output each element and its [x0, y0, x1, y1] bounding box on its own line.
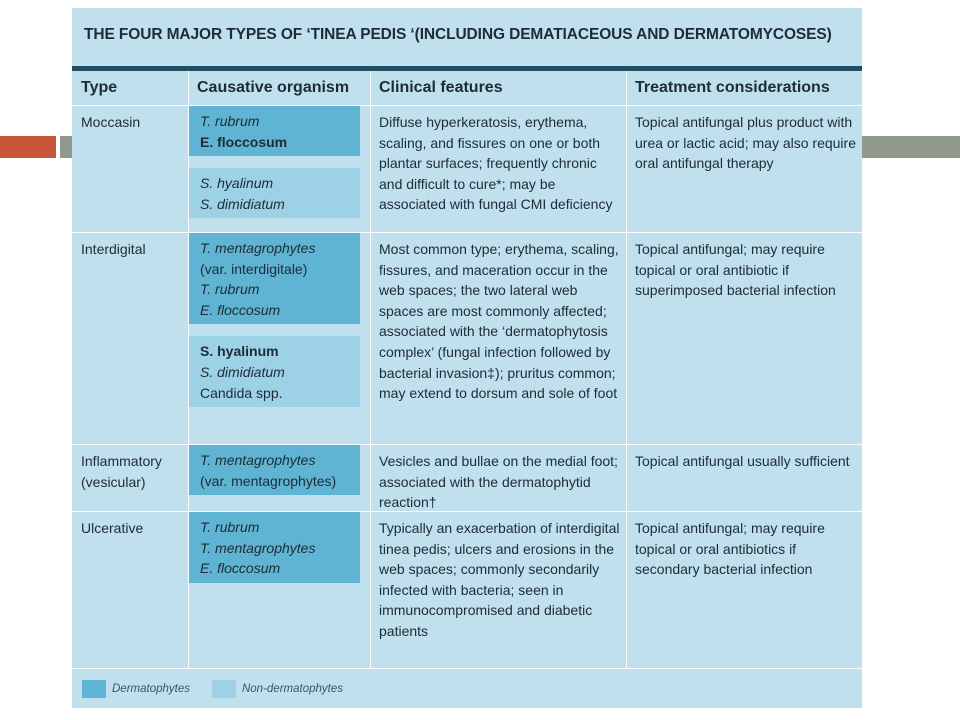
organism-name: (var. mentagrophytes) [200, 472, 337, 489]
organism-cell [188, 106, 360, 218]
legend [72, 668, 862, 709]
treatment-cell: Topical antifungal; may require topical or oral antibiotics if secondary bacterial infection [635, 520, 825, 578]
dermatophyte-organisms [188, 512, 360, 583]
type-label: (vesicular) [81, 473, 146, 490]
type-cell [72, 106, 188, 133]
header-organism: Causative organism [197, 79, 350, 96]
type-label: Interdigital [81, 241, 146, 257]
treatment-cell: Topical antifungal usually sufficient [635, 453, 850, 469]
header-treatment: Treatment considerations [635, 79, 830, 96]
title-accent-gray-right [862, 136, 960, 158]
data-table [72, 71, 862, 669]
dermatophyte-organisms [188, 233, 360, 324]
organism-name: T. rubrum [200, 113, 260, 129]
organism-name: (var. interdigitale) [200, 260, 308, 277]
organism-name: T. mentagrophytes [200, 539, 316, 556]
organism-name: Candida spp. [200, 384, 283, 401]
organism-name: S. dimidiatum [200, 195, 285, 212]
non-dermatophyte-organisms [188, 168, 360, 218]
header-clinical: Clinical features [379, 79, 503, 96]
clinical-features-cell: Diffuse hyperkeratosis, erythema, scaling, and fissures on one or both plantar surfaces; frequently chronic and difficult to cure*; may be associated with fungal CMI deficiency [379, 114, 613, 213]
type-cell [72, 512, 188, 539]
table-title: THE FOUR MAJOR TYPES OF ‘TINEA PEDIS ‘(INCLUDING DEMATIACEOUS AND DERMATOMYCOSES) [84, 26, 832, 43]
column-divider [626, 71, 627, 669]
type-cell [72, 445, 188, 492]
dermatophyte-organisms [188, 106, 360, 156]
organism-name: E. floccosum [200, 133, 288, 150]
legend-swatch-dermatophytes [82, 680, 106, 698]
title-accent-gray-left [60, 136, 72, 158]
organism-cell [188, 445, 360, 495]
type-label: Ulcerative [81, 520, 144, 536]
clinical-features-cell: Vesicles and bullae on the medial foot; associated with the dermatophytid reaction† [379, 453, 618, 511]
organism-name: T. mentagrophytes [200, 240, 316, 256]
organism-name: E. floccosum [200, 301, 281, 318]
organism-name: S. hyalinum [200, 175, 274, 192]
type-label: Moccasin [81, 114, 141, 130]
header-row [72, 71, 862, 106]
table-row [72, 233, 862, 445]
column-divider [370, 71, 371, 669]
treatment-cell: Topical antifungal plus product with urea or lactic acid; may also require oral antifungal therapy [635, 114, 856, 172]
clinical-features-cell: Most common type; erythema, scaling, fissures, and maceration occur in the web spaces; the two lateral web spaces are most commonly affected; associated with the ‘dermatophytosis complex’ (fungal infection followed by bacterial invasion‡); pruritus common; may extend to dorsum and sole of foot [379, 241, 619, 402]
organism-name: S. hyalinum [200, 343, 279, 360]
organism-name: T. rubrum [200, 519, 260, 535]
organism-name: E. floccosum [200, 560, 281, 577]
title-accent-bar [0, 136, 56, 158]
organism-name: T. rubrum [200, 281, 260, 298]
non-dermatophyte-organisms [188, 336, 360, 407]
treatment-cell: Topical antifungal; may require topical or oral antibiotic if superimposed bacterial infection [635, 241, 836, 299]
table-figure [72, 8, 862, 708]
column-divider [188, 71, 189, 669]
table-row [72, 106, 862, 233]
clinical-features-cell: Typically an exacerbation of interdigital tinea pedis; ulcers and erosions in the web spaces; commonly secondarily infected with bacteria; seen in immunocompromised and diabetic patients [379, 520, 620, 639]
type-label: Inflammatory [81, 453, 162, 469]
table-row [72, 445, 862, 512]
organism-cell [188, 233, 360, 407]
organism-cell [188, 512, 360, 583]
organism-name: S. dimidiatum [200, 363, 285, 380]
dermatophyte-organisms [188, 445, 360, 495]
legend-swatch-non-dermatophytes [212, 680, 236, 698]
legend-label-non-dermatophytes: Non-dermatophytes [241, 683, 343, 695]
header-type: Type [81, 79, 118, 96]
type-cell [72, 233, 188, 260]
organism-name: T. mentagrophytes [200, 452, 316, 468]
table-row [72, 512, 862, 669]
legend-label-dermatophytes: Dermatophytes [112, 683, 190, 695]
